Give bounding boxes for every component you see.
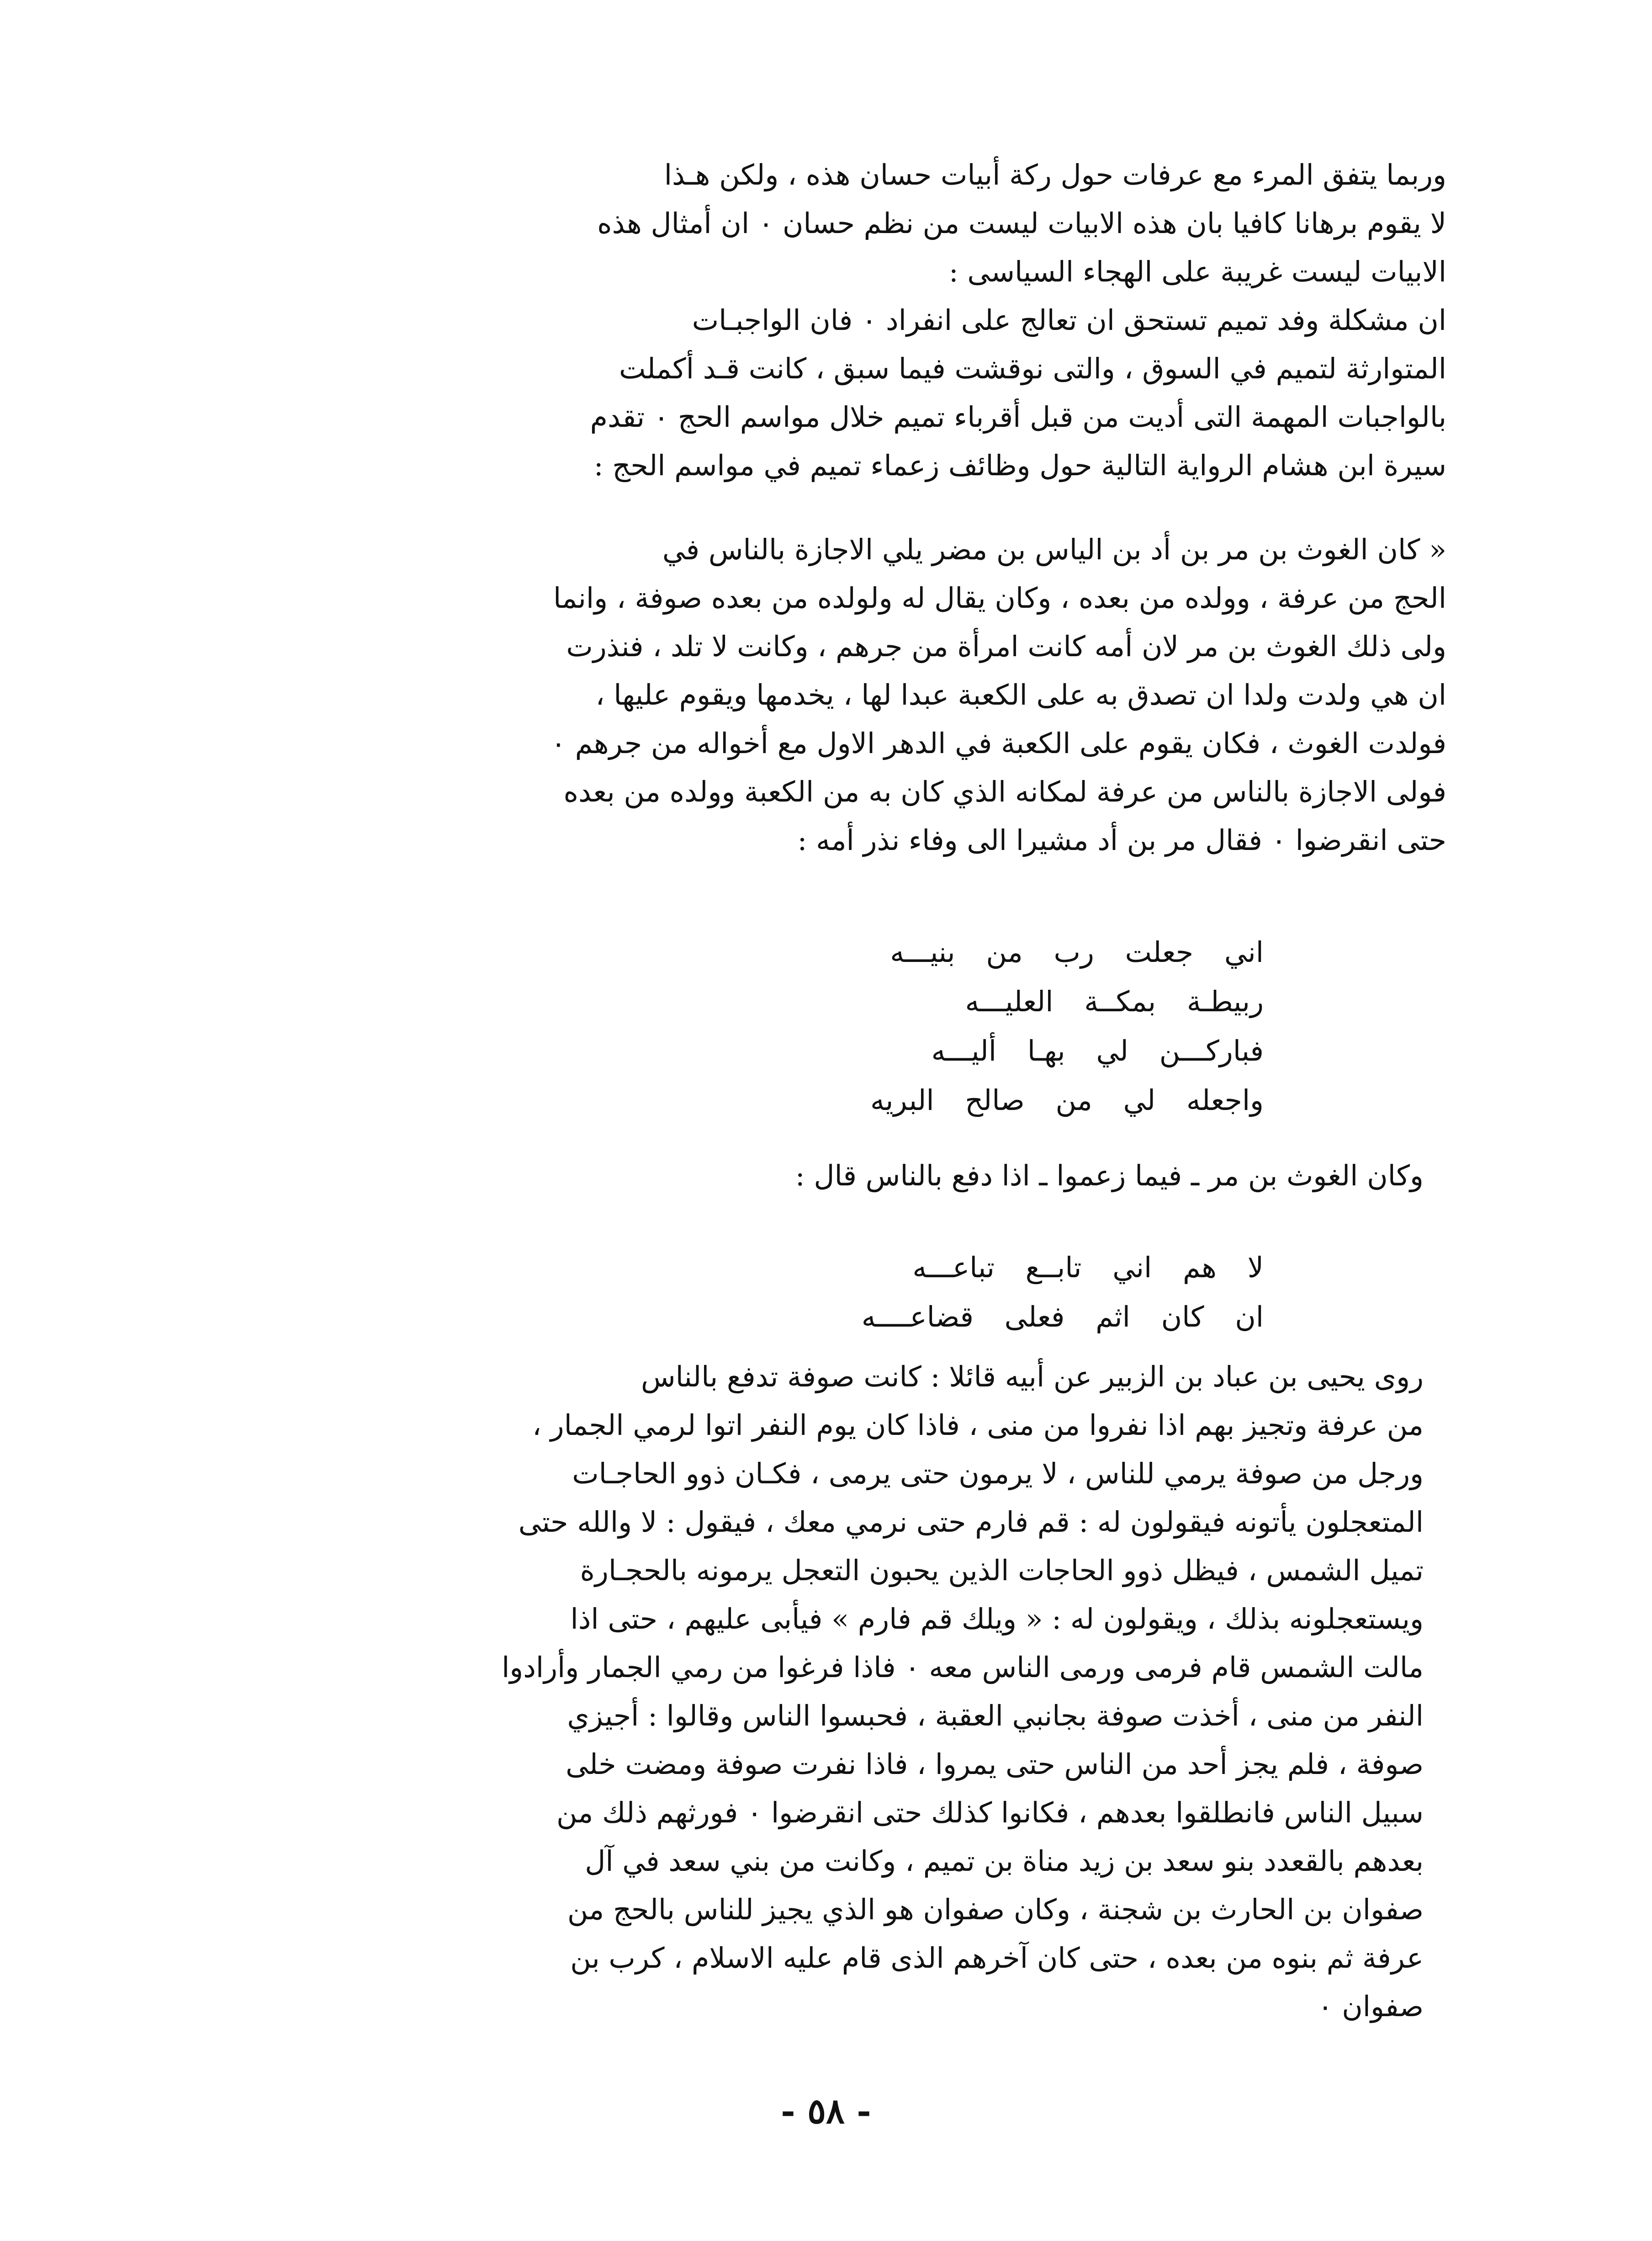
- intro-paragraph: [183, 151, 1446, 490]
- text-line: ان مشكلة وفد تميم تستحق ان تعالج على انفراد ٠ فان الواجبـات: [692, 303, 1446, 337]
- text-line: تميل الشمس ، فيظل ذوو الحاجات الذين يحبون التعجل يرمونه بالحجـارة: [580, 1554, 1424, 1587]
- poem-one: [670, 928, 1264, 1125]
- text-line: فولدت الغوث ، فكان يقوم على الكعبة في الدهر الاول مع أخواله من جرهم ٠: [551, 727, 1446, 760]
- text-line: حتى انقرضوا ٠ فقال مر بن أد مشيرا الى وفاء نذر أمه :: [797, 823, 1446, 857]
- text-line: ويستعجلونه بذلك ، ويقولون له : « ويلك قم فارم » فيأبى عليهم ، حتى اذا: [570, 1602, 1424, 1636]
- text-line: سبيل الناس فانطلقوا بعدهم ، فكانوا كذلك حتى انقرضوا ٠ فورثهم ذلك من: [556, 1796, 1424, 1829]
- poem-verse: ان كان اثم فعلى قضاعــــه: [861, 1300, 1264, 1333]
- text-line: بالواجبات المهمة التى أديت من قبل أقرباء تميم خلال مواسم الحج ٠ تقدم: [590, 400, 1446, 434]
- poem-verse: ربيطـة بمكــة العليـــه: [965, 985, 1264, 1018]
- text-line: صفوان بن الحارث بن شجنة ، وكان صفوان هو الذي يجيز للناس بالحج من: [567, 1893, 1424, 1926]
- poem-verse: لا هم اني تابــع تباعـــه: [912, 1251, 1264, 1284]
- text-line: المتعجلون يأتونه فيقولون له : قم فارم حتى نرمي معك ، فيقول : لا والله حتى: [518, 1505, 1424, 1539]
- text-line: الابيات ليست غريبة على الهجاء السياسى :: [948, 255, 1446, 288]
- text-line: ورجل من صوفة يرمي للناس ، لا يرمون حتى يرمى ، فكـان ذوو الحاجـات: [572, 1457, 1424, 1490]
- quote-paragraph: [183, 526, 1446, 865]
- bottom-paragraph: [192, 1353, 1424, 2031]
- text-line: ولى ذلك الغوث بن مر لان أمه كانت امرأة من جرهم ، وكانت لا تلد ، فنذرت: [566, 630, 1446, 663]
- poem-two-intro: وكان الغوث بن مر ـ فيما زعموا ـ اذا دفع بالناس قال :: [795, 1159, 1424, 1192]
- text-line: سيرة ابن هشام الرواية التالية حول وظائف زعماء تميم في مواسم الحج :: [593, 449, 1446, 482]
- page-number: - ٥٨ -: [781, 2091, 871, 2131]
- text-line: ان هي ولدت ولدا ان تصدق به على الكعبة عبدا لها ، يخدمها ويقوم عليها ،: [595, 678, 1446, 712]
- poem-verse: فباركـــن لي بهـا أليـــه: [931, 1034, 1264, 1067]
- text-line: النفر من منى ، أخذت صوفة بجانبي العقبة ، فحبسوا الناس وقالوا : أجيزي: [567, 1699, 1424, 1732]
- text-line: مالت الشمس قام فرمى ورمى الناس معه ٠ فاذا فرغوا من رمي الجمار وأرادوا: [502, 1651, 1424, 1684]
- text-line: روى يحيى بن عباد بن الزبير عن أبيه قائلا : كانت صوفة تدفع بالناس: [641, 1360, 1424, 1393]
- poem-verse: اني جعلت رب من بنيـــه: [890, 935, 1264, 969]
- text-line: صوفة ، فلم يجز أحد من الناس حتى يمروا ، فاذا نفرت صوفة ومضت خلى: [566, 1747, 1424, 1781]
- text-line: صفوان ٠: [1318, 1990, 1424, 2023]
- text-line: عرفة ثم بنوه من بعده ، حتى كان آخرهم الذى قام عليه الاسلام ، كرب بن: [570, 1941, 1424, 1975]
- text-line: فولى الاجازة بالناس من عرفة لمكانه الذي كان به من الكعبة وولده من بعده: [563, 775, 1446, 808]
- text-line: لا يقوم برهانا كافيا بان هذه الابيات ليست من نظم حسان ٠ ان أمثال هذه: [597, 207, 1446, 240]
- text-line: وربما يتفق المرء مع عرفات حول ركة أبيات حسان هذه ، ولكن هـذا: [664, 158, 1446, 191]
- text-line: المتوارثة لتميم في السوق ، والتى نوقشت فيما سبق ، كانت قـد أكملت: [619, 352, 1446, 385]
- poem-two: [670, 1243, 1264, 1342]
- text-line: من عرفة وتجيز بهم اذا نفروا من منى ، فاذا كان يوم النفر اتوا لرمي الجمار ،: [532, 1408, 1424, 1442]
- text-line: « كان الغوث بن مر بن أد بن الياس بن مضر يلي الاجازة بالناس في: [662, 533, 1446, 566]
- text-line: بعدهم بالقعدد بنو سعد بن زيد مناة بن تميم ، وكانت من بني سعد في آل: [585, 1844, 1424, 1878]
- text-line: الحج من عرفة ، وولده من بعده ، وكان يقال له ولولده من بعده صوفة ، وانما: [553, 581, 1446, 615]
- poem-verse: واجعله لي من صالح البريه: [870, 1083, 1264, 1117]
